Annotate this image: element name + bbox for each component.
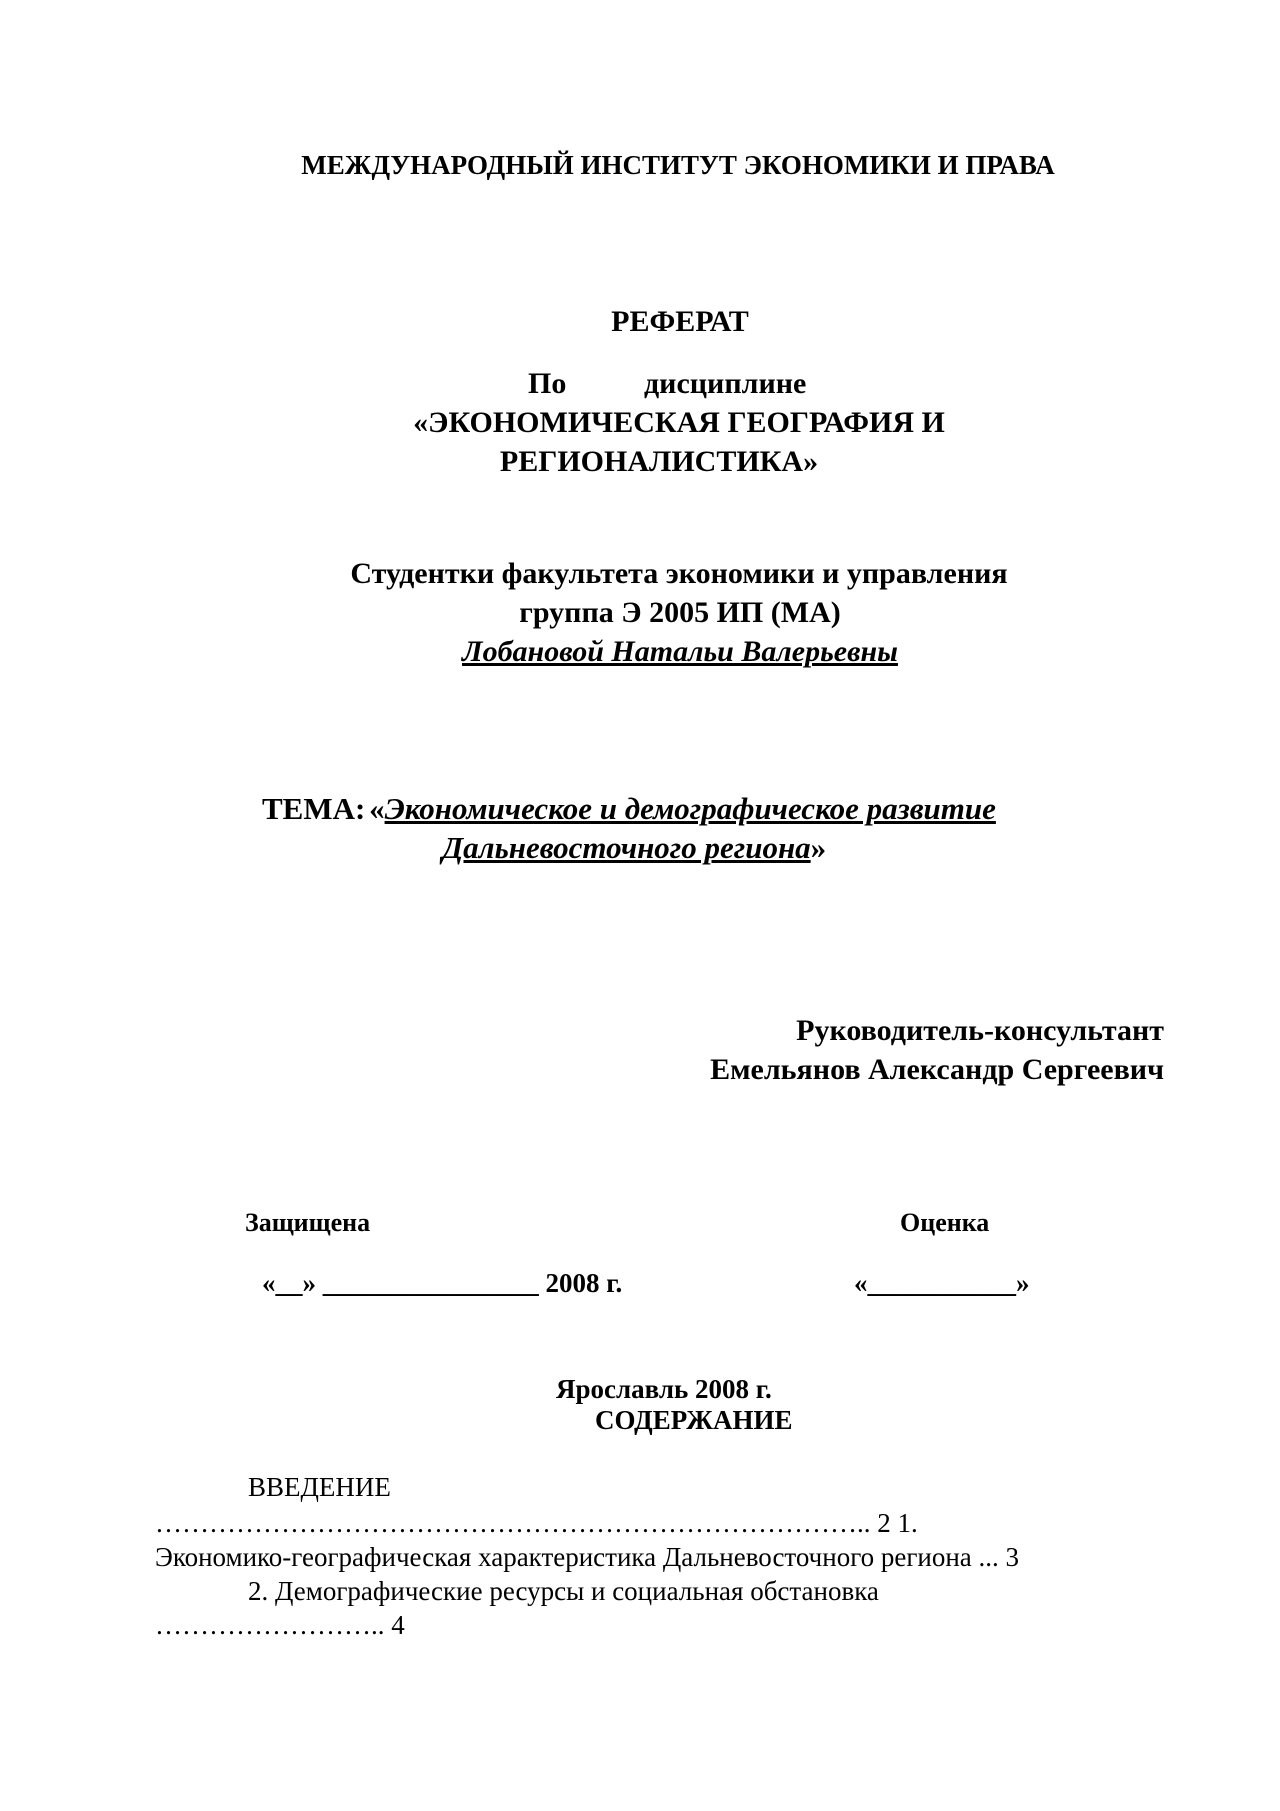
city-year: Ярославль 2008 г. xyxy=(556,1374,772,1404)
topic-line-2 xyxy=(442,832,826,863)
toc-line-section-2: 2. Демографические ресурсы и социальная обстановка xyxy=(248,1576,879,1606)
topic-open-quote: « xyxy=(369,791,385,826)
student-name: Лобановой Натальи Валерьевны xyxy=(462,635,898,668)
student-faculty-line: Студентки факультета экономики и управления xyxy=(350,557,1008,590)
discipline-name-line-2: РЕГИОНАЛИСТИКА» xyxy=(499,445,819,478)
toc-line-section-1: Экономико-географическая характеристика Дальневосточного региона ... 3 xyxy=(155,1542,1020,1572)
topic-title-line-2: Дальневосточного региона xyxy=(442,830,811,865)
document-type-title: РЕФЕРАТ xyxy=(611,305,749,338)
institute-heading: МЕЖДУНАРОДНЫЙ ИНСТИТУТ ЭКОНОМИКИ И ПРАВА xyxy=(301,150,1055,180)
student-group-line: группа Э 2005 ИП (МА) xyxy=(519,596,841,629)
toc-line-dots-2: …………………….. 4 xyxy=(155,1610,405,1640)
topic-line-1 xyxy=(262,793,996,824)
toc-line-dots-1: …………………………………………………………………….. 2 1. xyxy=(155,1508,918,1538)
discipline-word: дисциплине xyxy=(644,367,807,400)
topic-title-line-1: Экономическое и демографическое развитие xyxy=(384,791,996,826)
defended-label: Защищена xyxy=(245,1208,371,1237)
discipline-prefix: По xyxy=(528,367,567,400)
supervisor-role: Руководитель-консультант xyxy=(796,1014,1164,1047)
supervisor-name: Емельянов Александр Сергеевич xyxy=(710,1053,1164,1086)
contents-heading: СОДЕРЖАНИЕ xyxy=(595,1405,793,1435)
toc-line-introduction: ВВЕДЕНИЕ xyxy=(248,1472,391,1502)
topic-label: ТЕМА: xyxy=(262,791,366,826)
grade-label: Оценка xyxy=(900,1208,990,1237)
discipline-name-line-1: «ЭКОНОМИЧЕСКАЯ ГЕОГРАФИЯ И xyxy=(413,406,945,439)
topic-close-quote: » xyxy=(810,830,827,865)
grade-field: «___________» xyxy=(854,1268,1030,1298)
defense-date-field: «__» ________________ 2008 г. xyxy=(262,1268,623,1298)
